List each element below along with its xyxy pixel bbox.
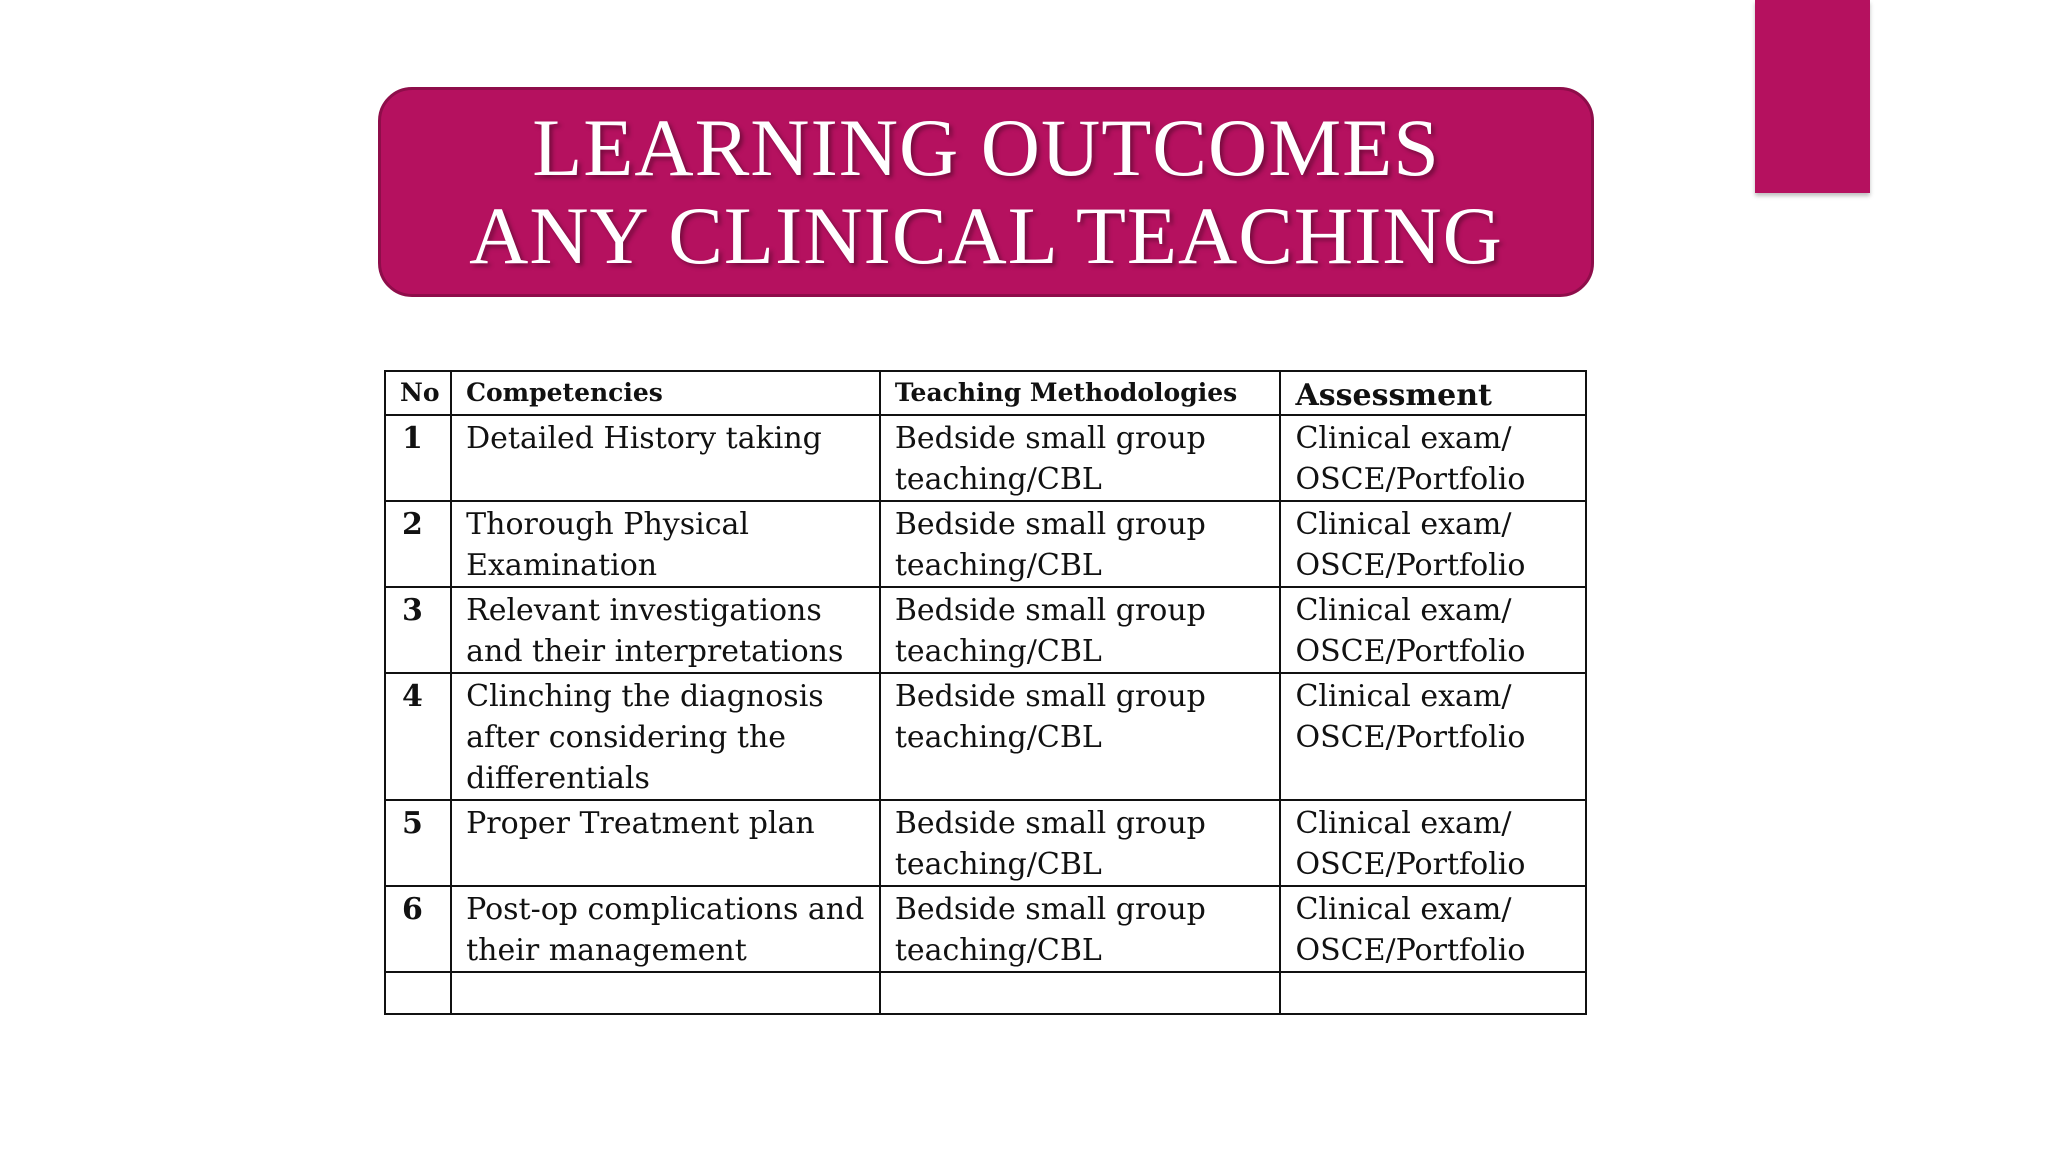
assessment-cell [1280, 800, 1586, 886]
cell-line: differentials [466, 761, 650, 796]
cell-line: OSCE/Portfolio [1295, 462, 1526, 497]
cell-line: Post-op complications and [466, 892, 865, 927]
header-assessment: Assessment [1280, 371, 1586, 415]
teaching-cell [880, 673, 1281, 800]
cell-line: teaching/CBL [894, 634, 1102, 669]
assessment-cell [1280, 886, 1586, 972]
cell-line: Clinical exam/ [1295, 679, 1512, 714]
empty-cell [451, 972, 880, 1014]
cell-line: OSCE/Portfolio [1295, 634, 1526, 669]
cell-line: after considering the [466, 720, 787, 755]
cell-line: Examination [466, 548, 658, 583]
row-number: 4 [385, 673, 451, 800]
assessment-cell [1280, 501, 1586, 587]
table-row [385, 415, 1586, 501]
cell-line: Clinical exam/ [1295, 421, 1512, 456]
row-number: 3 [385, 587, 451, 673]
cell-line: Bedside small group [894, 421, 1206, 456]
empty-cell [880, 972, 1281, 1014]
cell-line: and their interpretations [466, 634, 844, 669]
table-row [385, 587, 1586, 673]
teaching-cell [880, 501, 1281, 587]
cell-line: Clinical exam/ [1295, 507, 1512, 542]
table-row [385, 886, 1586, 972]
competency-cell [451, 800, 880, 886]
teaching-cell [880, 587, 1281, 673]
empty-cell [1280, 972, 1586, 1014]
header-no: No [385, 371, 451, 415]
assessment-cell [1280, 673, 1586, 800]
cell-line: Proper Treatment plan [466, 806, 815, 841]
cell-line: Clinical exam/ [1295, 806, 1512, 841]
table-row-empty [385, 972, 1586, 1014]
cell-line: teaching/CBL [894, 462, 1102, 497]
table-header-row [385, 371, 1586, 415]
competency-cell [451, 415, 880, 501]
assessment-cell [1280, 415, 1586, 501]
cell-line: teaching/CBL [894, 548, 1102, 583]
assessment-cell [1280, 587, 1586, 673]
cell-line: Bedside small group [894, 806, 1206, 841]
competency-cell [451, 501, 880, 587]
competency-cell [451, 886, 880, 972]
cell-line: Detailed History taking [466, 421, 822, 456]
table-row [385, 501, 1586, 587]
row-number: 6 [385, 886, 451, 972]
cell-line: Bedside small group [894, 679, 1206, 714]
empty-cell [385, 972, 451, 1014]
table-row [385, 800, 1586, 886]
header-competencies: Competencies [451, 371, 880, 415]
cell-line: Clinical exam/ [1295, 892, 1512, 927]
cell-line: Clinching the diagnosis [466, 679, 824, 714]
cell-line: Thorough Physical [466, 507, 750, 542]
cell-line: teaching/CBL [894, 933, 1102, 968]
cell-line: OSCE/Portfolio [1295, 847, 1526, 882]
cell-line: Bedside small group [894, 593, 1206, 628]
cell-line: OSCE/Portfolio [1295, 548, 1526, 583]
teaching-cell [880, 800, 1281, 886]
competency-cell [451, 587, 880, 673]
cell-line: Relevant investigations [466, 593, 822, 628]
cell-line: teaching/CBL [894, 720, 1102, 755]
corner-accent-bar [1755, 0, 1870, 193]
teaching-cell [880, 886, 1281, 972]
competency-cell [451, 673, 880, 800]
title-line-1: LEARNING OUTCOMES [532, 102, 1440, 193]
title-line-2: ANY CLINICAL TEACHING [469, 190, 1503, 281]
title-banner [378, 87, 1594, 297]
row-number: 1 [385, 415, 451, 501]
header-teaching-methodologies: Teaching Methodologies [880, 371, 1281, 415]
cell-line: Bedside small group [894, 892, 1206, 927]
cell-line: OSCE/Portfolio [1295, 933, 1526, 968]
row-number: 5 [385, 800, 451, 886]
learning-outcomes-table [384, 370, 1587, 1015]
row-number: 2 [385, 501, 451, 587]
cell-line: Clinical exam/ [1295, 593, 1512, 628]
cell-line: their management [466, 933, 747, 968]
cell-line: teaching/CBL [894, 847, 1102, 882]
teaching-cell [880, 415, 1281, 501]
cell-line: OSCE/Portfolio [1295, 720, 1526, 755]
table-row [385, 673, 1586, 800]
cell-line: Bedside small group [894, 507, 1206, 542]
